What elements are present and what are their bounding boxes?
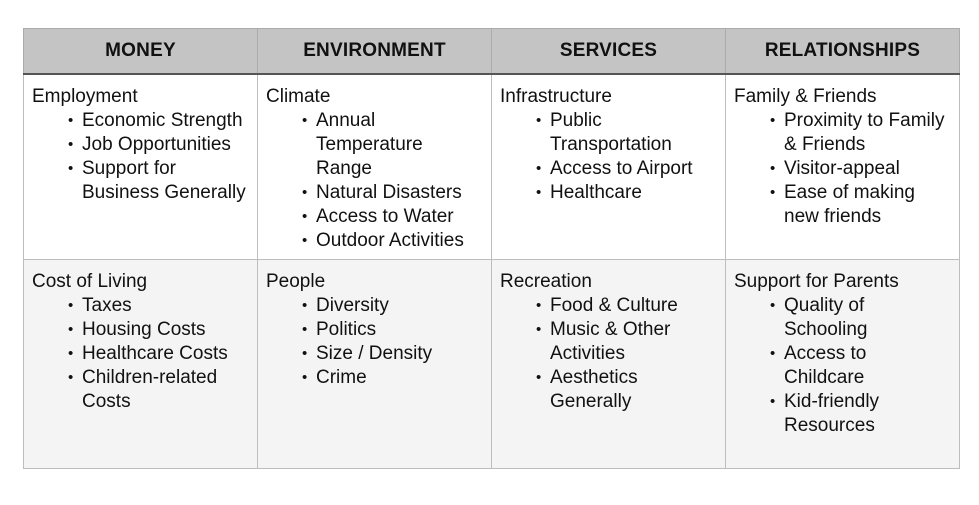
list-item: • Kid-friendly Resources <box>770 390 951 438</box>
list-item: • Proximity to Family & Friends <box>770 109 951 157</box>
table-cell-people <box>258 260 492 469</box>
bullet-list <box>32 294 249 414</box>
list-item: • Access to Airport <box>536 157 717 181</box>
list-item: • Visitor-appeal <box>770 157 951 181</box>
list-item: • Access to Water <box>302 205 483 229</box>
table-cell-family-friends <box>726 74 960 260</box>
list-item: • Food & Culture <box>536 294 717 318</box>
bullet-list <box>266 294 483 390</box>
table-cell-employment <box>24 74 258 260</box>
header-money: MONEY <box>24 29 258 75</box>
list-item: • Taxes <box>68 294 249 318</box>
list-item: • Healthcare Costs <box>68 342 249 366</box>
list-item: • Ease of making new friends <box>770 181 951 229</box>
list-item: • Crime <box>302 366 483 390</box>
list-item: • Public Transportation <box>536 109 717 157</box>
list-item: • Aesthetics Generally <box>536 366 717 414</box>
cell-title: Climate <box>266 86 331 107</box>
list-item: • Outdoor Activities <box>302 229 483 253</box>
table-row <box>24 74 960 260</box>
cell-title: Support for Parents <box>734 271 899 292</box>
list-item: • Natural Disasters <box>302 181 483 205</box>
cell-title: Recreation <box>500 271 592 292</box>
bullet-list <box>500 294 717 414</box>
bullet-list <box>734 109 951 229</box>
table-cell-support-for-parents <box>726 260 960 469</box>
list-item: • Quality of Schooling <box>770 294 951 342</box>
list-item: • Politics <box>302 318 483 342</box>
cell-title: Cost of Living <box>32 271 148 292</box>
cell-title: People <box>266 271 326 292</box>
list-item: • Housing Costs <box>68 318 249 342</box>
table-cell-climate <box>258 74 492 260</box>
table-cell-infrastructure <box>492 74 726 260</box>
list-item: • Support for Business Generally <box>68 157 249 205</box>
bullet-list <box>32 109 249 205</box>
header-services: SERVICES <box>492 29 726 75</box>
list-item: • Job Opportunities <box>68 133 249 157</box>
bullet-list <box>266 109 483 253</box>
cell-title: Employment <box>32 86 138 107</box>
criteria-table <box>23 28 960 469</box>
list-item: • Annual Temperature Range <box>302 109 483 181</box>
list-item: • Economic Strength <box>68 109 249 133</box>
list-item: • Access to Childcare <box>770 342 951 390</box>
list-item: • Children-related Costs <box>68 366 249 414</box>
list-item: • Size / Density <box>302 342 483 366</box>
cell-title: Family & Friends <box>734 86 877 107</box>
list-item: • Music & Other Activities <box>536 318 717 366</box>
list-item: • Healthcare <box>536 181 717 205</box>
header-row <box>24 29 960 75</box>
criteria-table-container <box>23 28 959 469</box>
cell-title: Infrastructure <box>500 86 612 107</box>
table-cell-cost-of-living <box>24 260 258 469</box>
header-environment: ENVIRONMENT <box>258 29 492 75</box>
table-cell-recreation <box>492 260 726 469</box>
bullet-list <box>734 294 951 438</box>
list-item: • Diversity <box>302 294 483 318</box>
table-row <box>24 260 960 469</box>
header-relationships: RELATIONSHIPS <box>726 29 960 75</box>
bullet-list <box>500 109 717 205</box>
